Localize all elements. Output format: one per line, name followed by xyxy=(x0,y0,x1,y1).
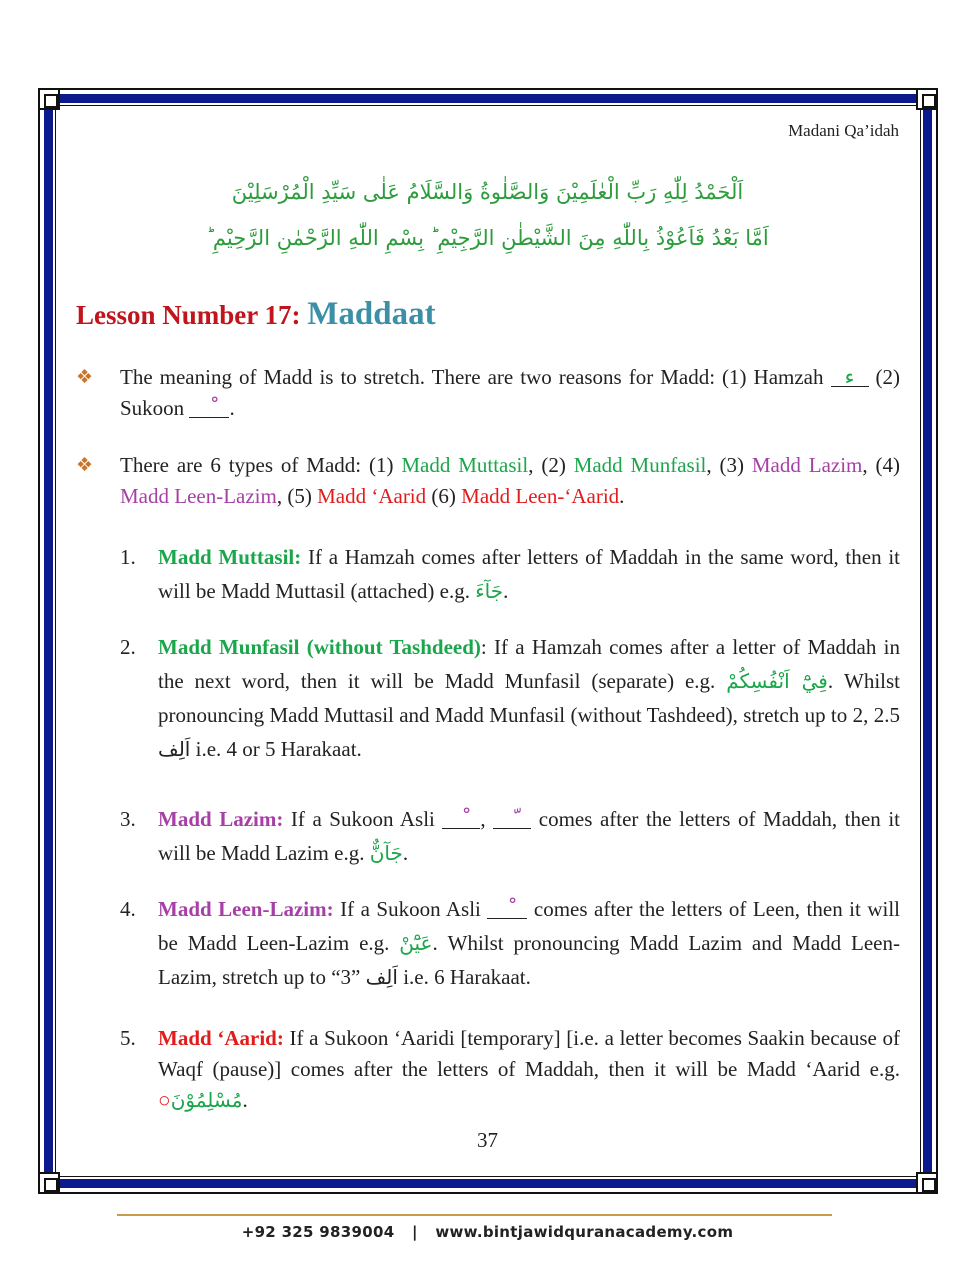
lesson-label: Lesson Number 17: xyxy=(76,300,301,330)
text-run: . xyxy=(619,484,625,508)
list-item-madd-munfasil xyxy=(120,630,900,766)
item-title: Madd Munfasil (without Tashdeed) xyxy=(158,635,481,659)
waqf-stop-icon: ○ xyxy=(158,1088,171,1112)
footer-divider xyxy=(117,1214,832,1216)
tashdeed-glyph xyxy=(493,810,531,829)
text-run: If a Hamzah comes after letters of Maddah in the same word, then it will be Madd Muttasil (attached) e.g. xyxy=(158,545,901,603)
sukoon-glyph xyxy=(487,900,527,919)
item-number: 2. xyxy=(120,635,136,659)
running-header: Madani Qa’idah xyxy=(788,121,899,140)
text-run: . Whilst pronouncing Madd Muttasil and Madd Munfasil (without Tashdeed), stretch up to 2, 2.5 xyxy=(158,669,901,727)
text-run: . Whilst pronouncing Madd Lazim and Madd Leen-Lazim, stretch up to “3” xyxy=(158,931,900,989)
diamond-bullet-icon: ❖ xyxy=(76,367,94,388)
text-run: i.e. 6 Harakaat. xyxy=(397,965,531,989)
lesson-heading xyxy=(76,296,436,333)
footer-website-link[interactable]: www.bintjawidquranacademy.com xyxy=(435,1223,734,1241)
item-number: 4. xyxy=(120,897,136,921)
arabic-example: فِيْٓ اَنْفُسِكُمْ xyxy=(726,669,828,693)
item-title: Madd ‘Aarid: xyxy=(158,1026,284,1050)
text-run: (2) Sukoon xyxy=(120,365,901,420)
text-run: The meaning of Madd is to stretch. There are two reasons for Madd: (1) Hamzah xyxy=(120,365,824,389)
hamzah-glyph: ء xyxy=(831,368,869,387)
bullet-madd-meaning xyxy=(76,362,900,424)
text-run: . xyxy=(503,579,509,603)
sukoon-glyph xyxy=(442,810,480,829)
arabic-example: مُسْلِمُوْنَ xyxy=(170,1088,243,1112)
text-run: , xyxy=(480,807,494,831)
arabic-taawwuz-line: اَمَّا بَعْدُ فَاَعُوْذُ بِاللّٰهِ مِنَ الشَّيْطٰنِ الرَّجِيْمِ ؕ بِسْمِ اللّٰهِ الرَّحْمٰنِ الرَّحِيْمِ ؕ xyxy=(206,226,769,250)
text-run: . xyxy=(402,841,409,865)
arabic-praise-line: اَلْحَمْدُ لِلّٰهِ رَبِّ الْعٰلَمِيْنَ وَالصَّلٰوةُ وَالسَّلَامُ عَلٰى سَيِّدِ الْمُرْسَلِيْنَ xyxy=(231,180,744,204)
text-run: There are 6 types of Madd: (1) xyxy=(120,453,402,477)
text-run: , (2) xyxy=(528,453,574,477)
corner-ornament-top-right xyxy=(916,88,938,110)
type-madd-munfasil: Madd Munfasil xyxy=(573,453,707,477)
sukoon-glyph xyxy=(189,399,229,418)
lesson-topic: Maddaat xyxy=(307,296,436,332)
list-item-madd-aarid xyxy=(120,1023,900,1116)
alif-word: اَلِف xyxy=(365,965,398,989)
corner-ornament-top-left xyxy=(38,88,60,110)
item-number: 1. xyxy=(120,545,136,569)
item-number: 5. xyxy=(120,1026,136,1050)
arabic-example: جَآنٌّ xyxy=(369,841,403,865)
item-title: Madd Leen-Lazim: xyxy=(158,897,334,921)
bullet-madd-types xyxy=(76,450,900,512)
corner-ornament-bottom-left xyxy=(38,1172,60,1194)
alif-word: اَلِف xyxy=(158,737,191,761)
list-item-madd-leen-lazim xyxy=(120,892,900,994)
bullet-text xyxy=(120,362,900,424)
text-run: comes after the letters of Maddah, then it will be Madd Lazim e.g. xyxy=(158,807,901,865)
text-run: If a Sukoon Asli xyxy=(333,897,488,921)
list-item-madd-muttasil xyxy=(120,540,900,608)
list-item-madd-lazim xyxy=(120,802,900,870)
footer-contact xyxy=(0,1223,975,1241)
text-run: , (4) xyxy=(862,453,900,477)
item-number: 3. xyxy=(120,807,136,831)
text-run: If a Sukoon Asli xyxy=(283,807,443,831)
type-madd-leen-aarid: Madd Leen-‘Aarid xyxy=(461,484,620,508)
item-title: Madd Muttasil: xyxy=(158,545,302,569)
text-run: i.e. 4 or 5 Harakaat. xyxy=(190,737,362,761)
bullet-text xyxy=(120,450,900,512)
text-run: . xyxy=(242,1088,248,1112)
arabic-example: عَيْٓنْ xyxy=(399,931,433,955)
footer-phone: +92 325 9839004 xyxy=(241,1223,395,1241)
corner-ornament-bottom-right xyxy=(916,1172,938,1194)
type-madd-leen-lazim: Madd Leen-Lazim xyxy=(120,484,277,508)
type-madd-lazim: Madd Lazim xyxy=(751,453,863,477)
diamond-bullet-icon: ❖ xyxy=(76,455,94,476)
text-run: : If a Hamzah comes after a letter of Maddah in the next word, then it will be Madd Munfasil (separate) e.g. xyxy=(158,635,900,693)
text-run: If a Sukoon ‘Aaridi [temporary] [i.e. a letter becomes Saakin because of Waqf (pause)] comes after the letters of Maddah, then it will be Madd ‘Aarid e.g. xyxy=(158,1026,900,1081)
text-run: (6) xyxy=(426,484,462,508)
text-run: comes after the letters of Leen, then it will be Madd Leen-Lazim e.g. xyxy=(158,897,900,955)
type-madd-muttasil: Madd Muttasil xyxy=(401,453,529,477)
arabic-example: جَآءَ xyxy=(475,579,504,603)
text-run: . xyxy=(229,396,235,420)
footer-separator: | xyxy=(412,1223,418,1241)
page-number: 37 xyxy=(477,1128,498,1152)
item-title: Madd Lazim: xyxy=(158,807,284,831)
text-run: , (3) xyxy=(706,453,752,477)
text-run: , (5) xyxy=(276,484,318,508)
type-madd-aarid: Madd ‘Aarid xyxy=(317,484,427,508)
